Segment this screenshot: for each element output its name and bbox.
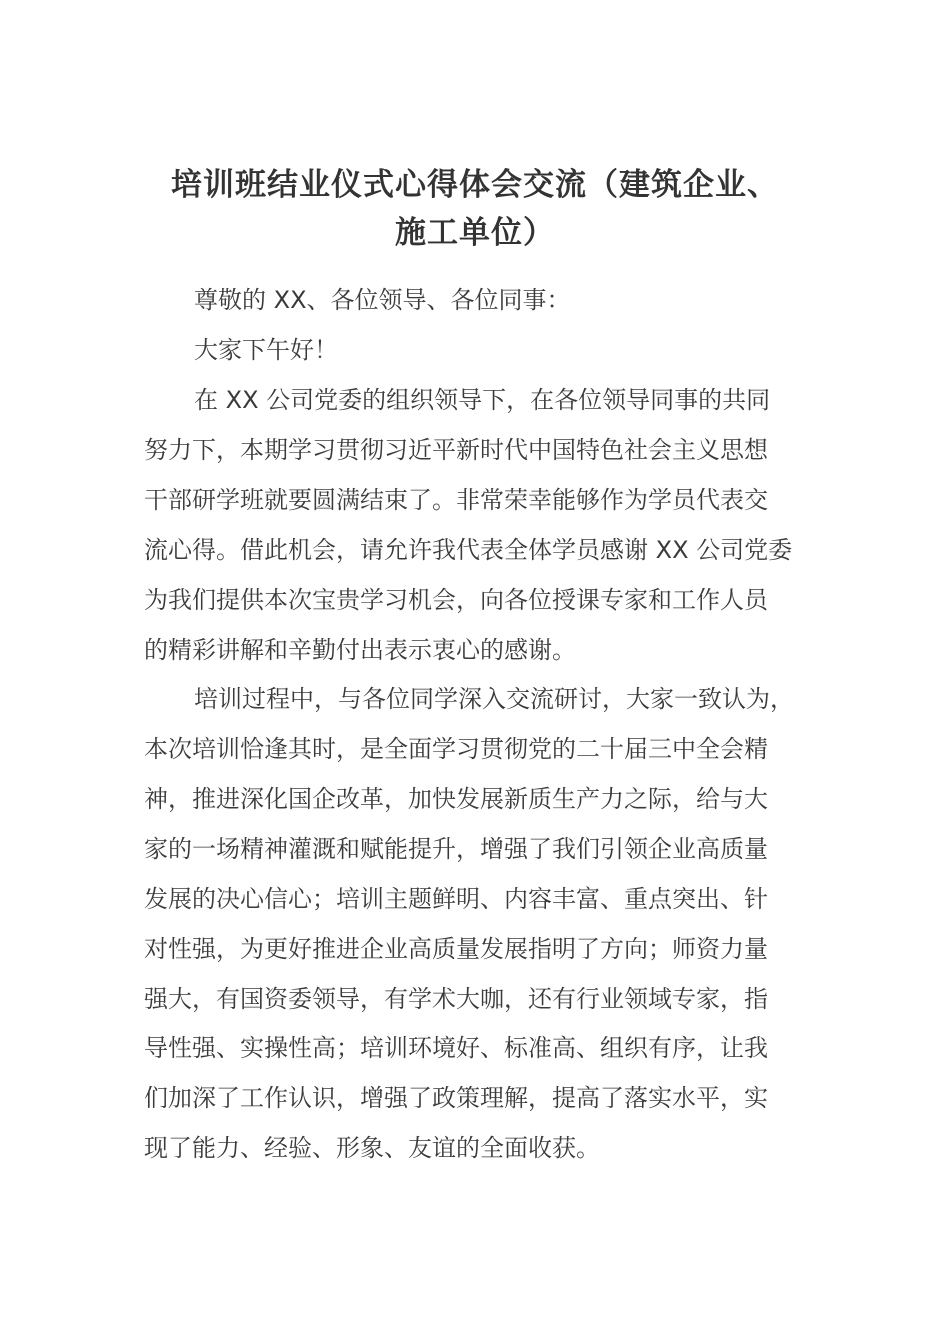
paragraph-2-line-7: 强大，有国资委领导，有学术大咖，还有行业领域专家，指 xyxy=(144,985,768,1013)
paragraph-2-line-4: 家的一场精神灌溉和赋能提升，增强了我们引领企业高质量 xyxy=(144,835,768,863)
paragraph-2-line-6: 对性强，为更好推进企业高质量发展指明了方向；师资力量 xyxy=(144,935,768,963)
paragraph-2-line-2: 本次培训恰逢其时，是全面学习贯彻党的二十届三中全会精 xyxy=(144,735,768,763)
greeting: 大家下午好！ xyxy=(194,336,338,364)
paragraph-2-line-1: 培训过程中，与各位同学深入交流研讨，大家一致认为， xyxy=(194,685,794,713)
paragraph-1-line-2: 努力下，本期学习贯彻习近平新时代中国特色社会主义思想 xyxy=(144,436,768,464)
document-title-line-1: 培训班结业仪式心得体会交流（建筑企业、 xyxy=(171,167,779,203)
paragraph-1-line-4: 流心得。借此机会，请允许我代表全体学员感谢 XX 公司党委 xyxy=(144,536,793,564)
paragraph-2-line-8: 导性强、实操性高；培训环境好、标准高、组织有序，让我 xyxy=(144,1034,768,1062)
salutation: 尊敬的 XX、各位领导、各位同事： xyxy=(194,286,571,314)
paragraph-1-line-1: 在 XX 公司党委的组织领导下，在各位领导同事的共同 xyxy=(194,386,771,414)
paragraph-2-line-10: 现了能力、经验、形象、友谊的全面收获。 xyxy=(144,1134,600,1162)
paragraph-2-line-3: 神，推进深化国企改革，加快发展新质生产力之际，给与大 xyxy=(144,785,768,813)
paragraph-1-line-5: 为我们提供本次宝贵学习机会，向各位授课专家和工作人员 xyxy=(144,586,768,614)
paragraph-2-line-5: 发展的决心信心；培训主题鲜明、内容丰富、重点突出、针 xyxy=(144,885,768,913)
paragraph-1-line-6: 的精彩讲解和辛勤付出表示衷心的感谢。 xyxy=(144,636,576,664)
document-title-line-2: 施工单位） xyxy=(395,215,555,251)
paragraph-1-line-3: 干部研学班就要圆满结束了。非常荣幸能够作为学员代表交 xyxy=(144,486,768,514)
paragraph-2-line-9: 们加深了工作认识，增强了政策理解，提高了落实水平，实 xyxy=(144,1084,768,1112)
